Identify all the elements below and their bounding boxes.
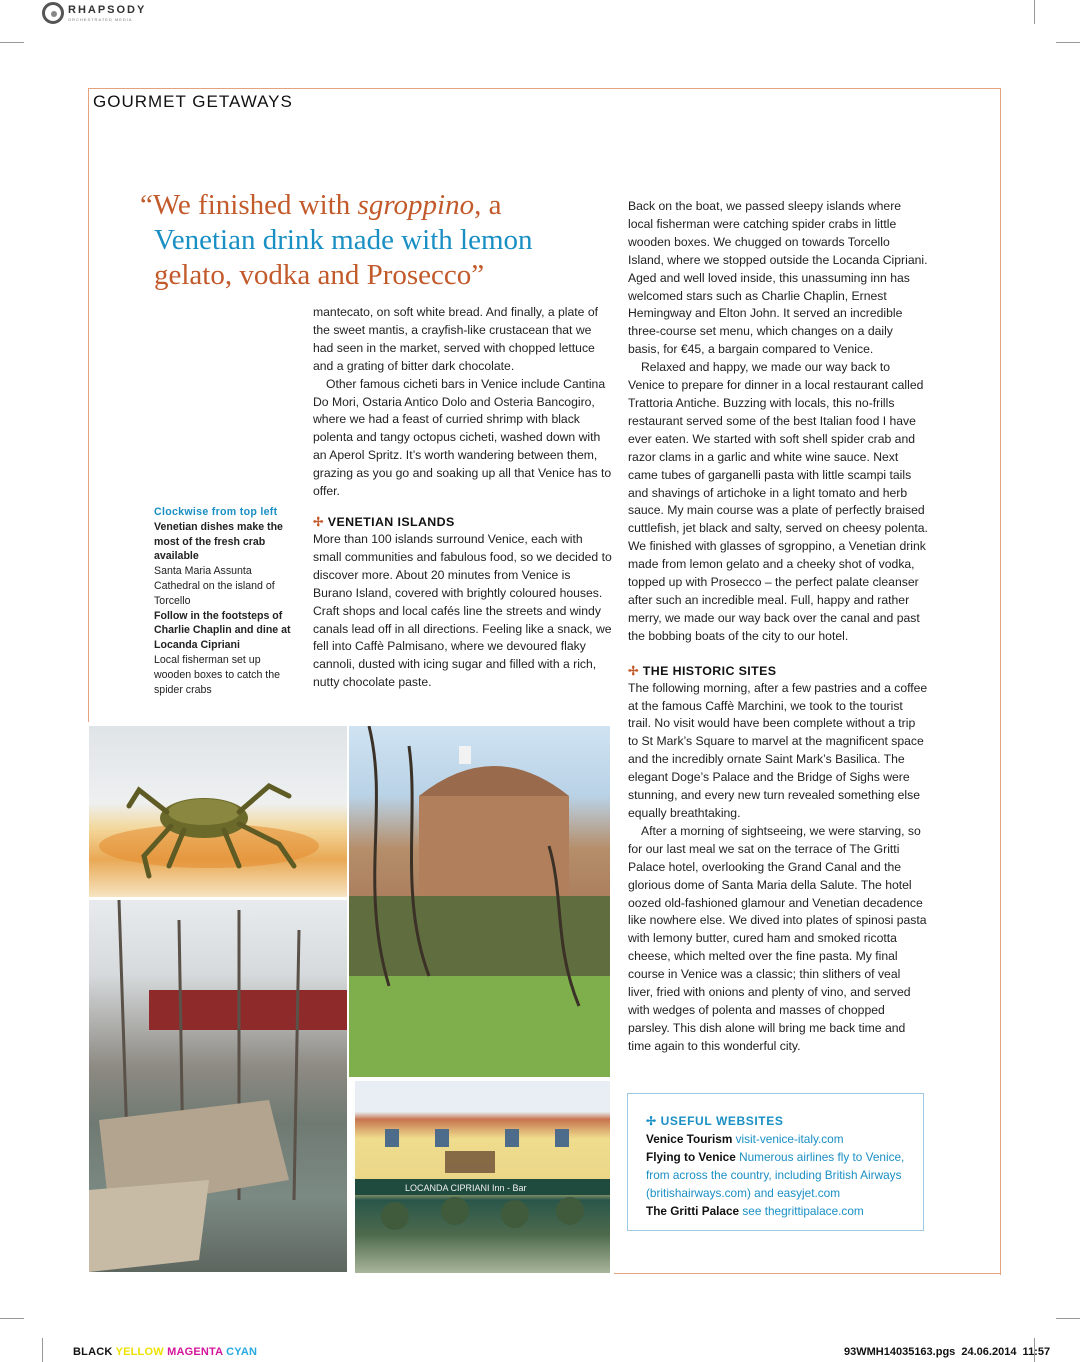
logo-icon bbox=[42, 2, 64, 24]
useful-websites-box bbox=[627, 1093, 924, 1231]
website-row: Venice Tourism visit-venice-italy.com bbox=[646, 1132, 844, 1146]
crab-photo bbox=[89, 726, 347, 897]
cathedral-photo bbox=[349, 726, 610, 1077]
crop-mark bbox=[0, 1318, 24, 1319]
inn-illustration bbox=[355, 1081, 610, 1273]
body-column-1 bbox=[313, 304, 613, 692]
crop-mark bbox=[1056, 1318, 1080, 1319]
body-column-2 bbox=[628, 198, 928, 1056]
caption-item: Local fisherman set up wooden boxes to catch the spider crabs bbox=[154, 653, 281, 696]
crop-mark bbox=[1056, 42, 1080, 43]
pull-quote-line: “We finished with sgroppino, a bbox=[140, 189, 502, 221]
paragraph: Back on the boat, we passed sleepy islands where local fisherman were catching spider crabs in little wooden boxes. We chugged on towards Torcello Island, where we stopped outside the Locanda Cipriani. Aged and well loved inside, this unassuming inn has welcomed stars such as Charlie Chaplin, Ernest Hemingway and Elton John. It served an incredible three-course set menu, which changes on a daily basis, for €45, a bargain compared to Venice. bbox=[628, 199, 928, 357]
crab-illustration bbox=[89, 726, 347, 897]
subhead: ✢ THE HISTORIC SITES bbox=[628, 663, 777, 678]
fishing-boxes-illustration bbox=[89, 900, 347, 1272]
caption-item: Santa Maria Assunta Cathedral on the island of Torcello bbox=[154, 565, 275, 607]
fishing-boxes-photo bbox=[89, 900, 347, 1272]
crop-mark bbox=[0, 42, 24, 43]
paragraph: The following morning, after a few pastries and a coffee at the famous Caffè Marchini, we took to the tourist trail. No visit would have been complete without a trip to St Mark’s Square to marvel at the magnificent space and the incredibly ornate Saint Mark’s Basilica. The elegant Doge’s Palace and the Bridge of Sighs were stunning, and every new turn revealed something else equally breathtaking. bbox=[628, 680, 928, 820]
caption-title: Clockwise from top left bbox=[154, 506, 278, 518]
color-bar-label: BLACK YELLOW MAGENTA CYAN bbox=[73, 1346, 258, 1358]
pull-quote-line: Venetian drink made with lemon bbox=[154, 224, 533, 256]
crop-mark bbox=[1034, 0, 1035, 24]
quote-mark: “ bbox=[140, 189, 153, 221]
subhead: ✢ VENETIAN ISLANDS bbox=[313, 514, 455, 529]
paragraph: mantecato, on soft white bread. And finally, a plate of the sweet mantis, a crayfish-like crustacean that we had seen in the market, served with chopped lettuce and a grating of bitter dark chocolate. bbox=[313, 305, 599, 373]
publisher-logo bbox=[42, 0, 202, 26]
paragraph: Other famous cicheti bars in Venice include Cantina Do Mori, Ostaria Antico Dolo and Osteria Bancogiro, where we had a feast of curried shrimp with black polenta and tangy octopus cicheti, washed down with an Aperol Spritz. It’s worth wandering between them, grazing as you go and soaking up all that Venice has to offer. bbox=[313, 376, 612, 499]
cathedral-illustration bbox=[349, 726, 610, 1077]
paragraph: Relaxed and happy, we made our way back to Venice to prepare for dinner in a local restaurant called Trattoria Antiche. Buzzing with locals, this no-frills restaurant served some of the best Italian food I have ever eaten. We started with soft shell spider crab and razor clams in a garlic and white wine sauce. Next came tubes of garganelli pasta with little scampi tails and shavings of artichoke in a light tomato and herb sauce. My main course was a plate of perfectly braised cuttlefish, jet black and salty, served on cheesy polenta. We finished with glasses of sgroppino, a Venetian drink made from lemon gelato and a cheeky shot of vodka, topped up with Prosecco – the perfect palate cleanser after such an incredible meal. Full, happy and rather merry, we made our way back over the canal and past the bobbing boats of the city to our hotel. bbox=[628, 360, 928, 643]
logo-sub: ORCHESTRATED MEDIA bbox=[68, 17, 133, 22]
websites-title: ✢ USEFUL WEBSITES bbox=[646, 1114, 784, 1128]
website-link[interactable]: visit-venice-italy.com bbox=[735, 1132, 844, 1146]
caption-item: Follow in the footsteps of Charlie Chaplin and dine at Locanda Cipriani bbox=[154, 609, 291, 652]
crop-mark bbox=[42, 1338, 43, 1362]
photo-caption bbox=[154, 505, 294, 697]
frame-rule bbox=[614, 1273, 1000, 1274]
website-row: Flying to Venice Numerous airlines fly to Venice, from across the country, including British Airways (britishairways.com) and easyjet.com bbox=[646, 1150, 905, 1200]
file-info: 93WMH14035163.pgs 24.06.2014 11:57 bbox=[844, 1346, 1051, 1358]
cross-icon: ✢ bbox=[313, 514, 324, 529]
inn-sign: LOCANDA CIPRIANI Inn - Bar bbox=[405, 1183, 527, 1193]
frame-rule bbox=[88, 88, 89, 722]
section-title: GOURMET GETAWAYS bbox=[93, 92, 293, 111]
caption-item: Venetian dishes make the most of the fresh crab available bbox=[154, 520, 283, 563]
paragraph: After a morning of sightseeing, we were starving, so for our last meal we sat on the terrace of The Gritti Palace hotel, overlooking the Grand Canal and the glorious dome of Santa Maria della Salute. The hotel oozed old-fashioned glamour and Venetian decadence like nowhere else. We dived into plates of spinosi pasta with lemony butter, cured ham and smoked ricotta cheese, which melted over the fine pasta. My final course in Venice was a classic; thin slithers of veal liver, fried with onions and plenty of vino, and served with wedges of polenta and masses of chopped parsley. This dish alone will bring me back time and time again to this wonderful city. bbox=[628, 823, 927, 1053]
pull-quote bbox=[140, 188, 610, 293]
website-link[interactable]: see thegrittipalace.com bbox=[742, 1204, 864, 1218]
cross-icon: ✢ bbox=[628, 663, 639, 678]
locanda-cipriani-photo bbox=[355, 1081, 610, 1273]
website-row: The Gritti Palace see thegrittipalace.com bbox=[646, 1204, 864, 1218]
cross-icon: ✢ bbox=[646, 1114, 657, 1128]
pull-quote-line: gelato, vodka and Prosecco” bbox=[154, 259, 485, 291]
website-link[interactable]: Numerous airlines fly to Venice, from across the country, including British Airways (britishairways.com) and easyjet.com bbox=[646, 1150, 905, 1200]
logo-name: RHAPSODY bbox=[68, 4, 147, 16]
paragraph: More than 100 islands surround Venice, each with small communities and fabulous food, so we decided to discover more. About 20 minutes from Venice is Burano Island, covered with brightly coloured houses. Craft shops and local cafés line the streets and windy canals lead off in all directions. Feeling like a snack, we fell into Caffè Palmisano, where we devoured flaky cannoli, dusted with icing sugar and filled with a rich, nutty chocolate paste. bbox=[313, 531, 612, 690]
